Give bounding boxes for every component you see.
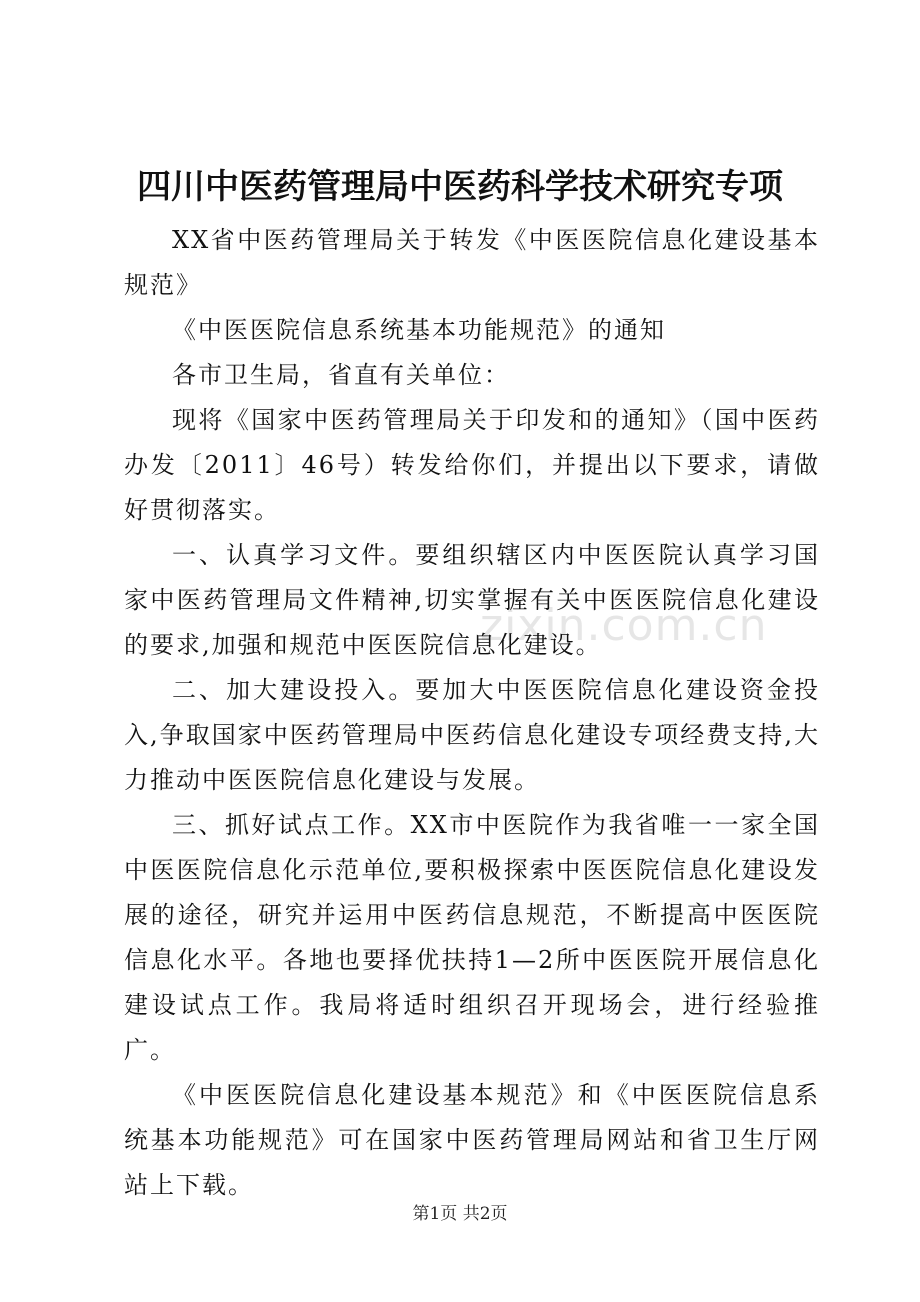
page-footer: 第1页 共2页 bbox=[412, 1204, 508, 1224]
document-body bbox=[124, 218, 820, 1208]
paragraph: 二、加大建设投入。要加大中医医院信息化建设资金投入,争取国家中医药管理局中医药信息化建设专项经费支持,大力推动中医医院信息化建设与发展。 bbox=[124, 676, 820, 794]
paragraph: XX省中医药管理局关于转发《中医医院信息化建设基本规范》 bbox=[124, 226, 820, 299]
paragraph: 《中医医院信息化建设基本规范》和《中医医院信息系统基本功能规范》可在国家中医药管理局网站和省卫生厅网站上下载。 bbox=[124, 1081, 820, 1199]
watermark: zixin.com.cn bbox=[480, 600, 768, 651]
paragraph: 一、认真学习文件。要组织辖区内中医医院认真学习国家中医药管理局文件精神,切实掌握有关中医医院信息化建设的要求,加强和规范中医医院信息化建设。 bbox=[124, 541, 820, 659]
document-title: 四川中医药管理局中医药科学技术研究专项 bbox=[137, 167, 783, 207]
paragraph: 各市卫生局，省直有关单位： bbox=[172, 361, 510, 389]
paragraph: 三、抓好试点工作。XX市中医院作为我省唯一一家全国中医医院信息化示范单位,要积极探索中医医院信息化建设发展的途径，研究并运用中医药信息规范，不断提高中医医院信息化水平。各地也要择优扶持1—2所中医医院开展信息化建设试点工作。我局将适时组织召开现场会，进行经验推广。 bbox=[124, 811, 820, 1064]
paragraph: 现将《国家中医药管理局关于印发和的通知》（国中医药办发〔2011〕46号）转发给你们，并提出以下要求，请做好贯彻落实。 bbox=[124, 406, 820, 524]
paragraph: 《中医医院信息系统基本功能规范》的通知 bbox=[172, 316, 666, 344]
